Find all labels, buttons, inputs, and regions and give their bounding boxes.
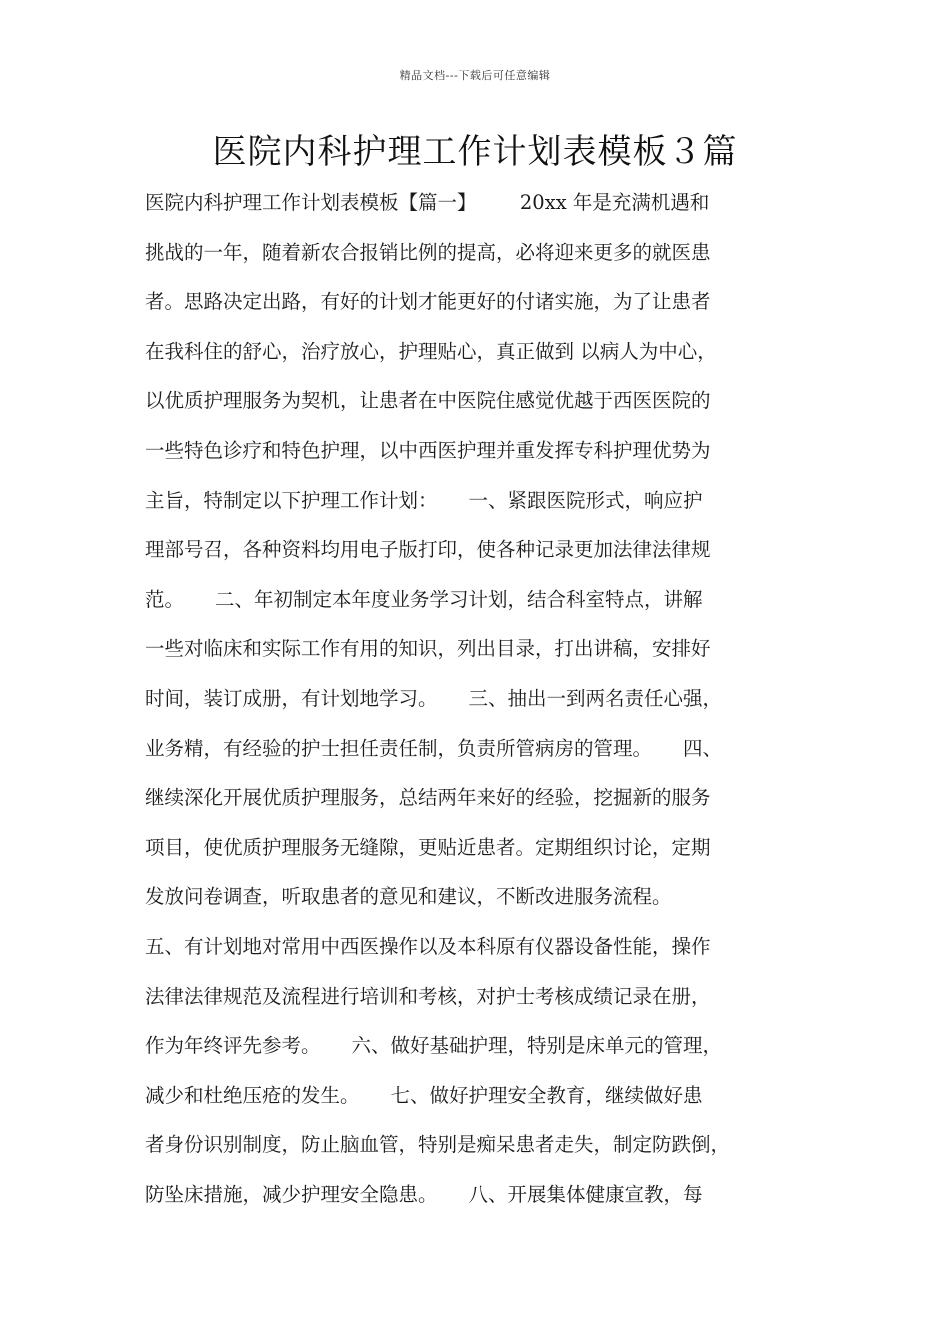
body-line: 主旨，特制定以下护理工作计划： 一、紧跟医院形式，响应护 <box>145 488 703 512</box>
document-title: 医院内科护理工作计划表模板３篇 <box>212 132 738 172</box>
body-line: 法律法律规范及流程进行培训和考核，对护士考核成绩记录在册， <box>145 984 711 1008</box>
body-line: 防坠床措施，减少护理安全隐患。 八、开展集体健康宣教，每 <box>145 1182 703 1206</box>
body-line: 者。思路决定出路，有好的计划才能更好的付诸实施，为了让患者 <box>145 290 711 314</box>
document-body <box>145 178 825 1219</box>
body-line: 减少和杜绝压疮的发生。 七、做好护理安全教育，继续做好患 <box>145 1083 703 1107</box>
body-line: 项目，使优质护理服务无缝隙，更贴近患者。定期组织讨论，定期 <box>145 835 711 859</box>
body-line: 时间，装订成册，有计划地学习。 三、抽出一到两名责任心强， <box>145 686 722 710</box>
body-line: 继续深化开展优质护理服务，总结两年来好的经验，挖掘新的服务 <box>145 786 711 810</box>
page-header: 精品文档---下载后可任意编辑 <box>399 69 551 82</box>
body-line: 一些对临床和实际工作有用的知识，列出目录，打出讲稿，安排好 <box>145 637 711 661</box>
body-line: 作为年终评先参考。 六、做好基础护理，特别是床单元的管理， <box>145 1034 722 1058</box>
body-line: 一些特色诊疗和特色护理，以中西医护理并重发挥专科护理优势为 <box>145 438 711 462</box>
body-line: 业务精，有经验的护士担任责任制，负责所管病房的管理。 四、 <box>145 736 722 760</box>
body-line: 五、有计划地对常用中西医操作以及本科原有仪器设备性能，操作 <box>145 934 711 958</box>
body-line: 者身份识别制度，防止脑血管，特别是痴呆患者走失，制定防跌倒， <box>145 1133 731 1157</box>
body-line: 以优质护理服务为契机，让患者在中医院住感觉优越于西医医院的 <box>145 389 711 413</box>
body-line: 范。 二、年初制定本年度业务学习计划，结合科室特点，讲解 <box>145 587 703 611</box>
body-line: 理部号召，各种资料均用电子版打印，使各种记录更加法律法律规 <box>145 538 711 562</box>
body-line: 医院内科护理工作计划表模板【篇一】 20xx 年是充满机遇和 <box>145 191 710 214</box>
body-line: 在我科住的舒心，治疗放心，护理贴心，真正做到 以病人为中心， <box>145 339 717 363</box>
body-line: 发放问卷调查，听取患者的意见和建议，不断改进服务流程。 <box>145 885 672 909</box>
body-line: 挑战的一年，随着新农合报销比例的提高，必将迎来更多的就医患 <box>145 240 711 264</box>
